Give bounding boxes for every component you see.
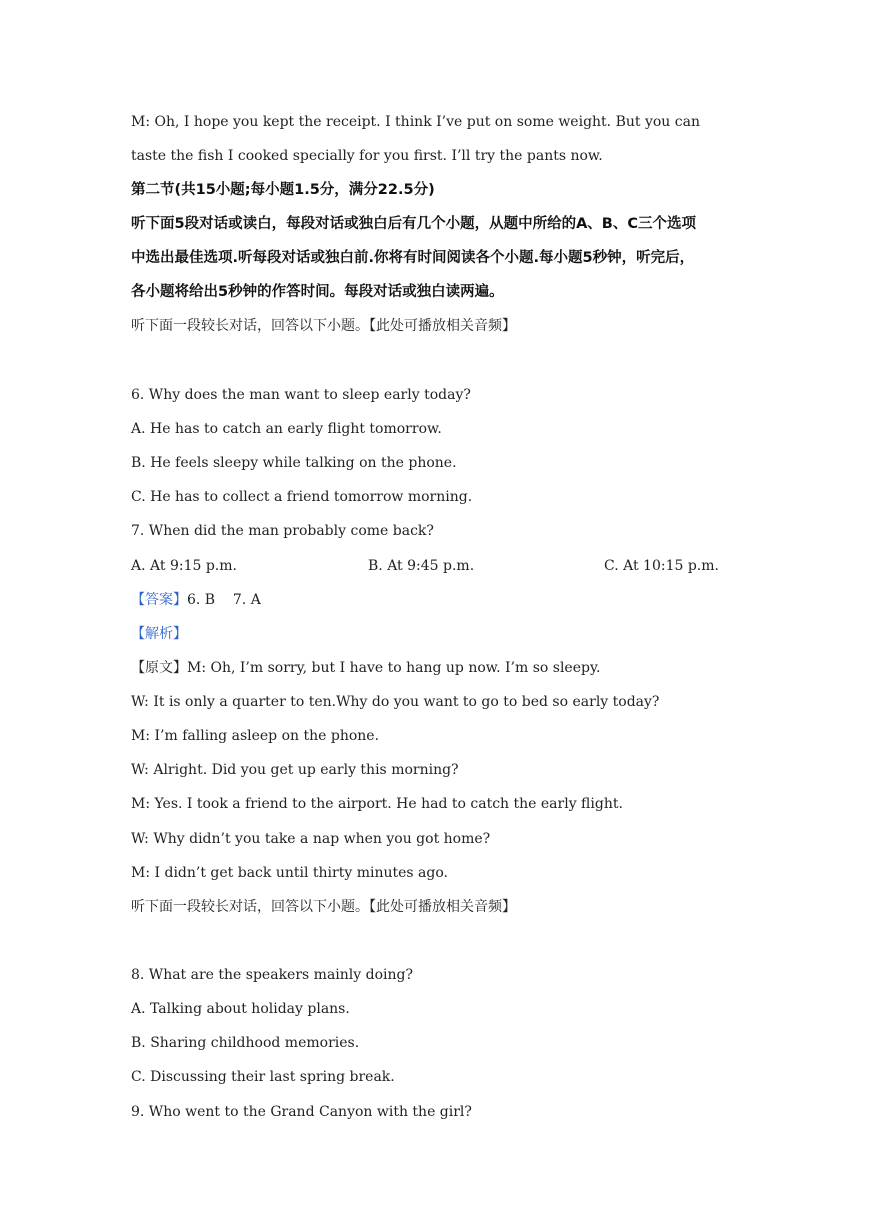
question: 9. Who went to the Grand Canyon with the girl? <box>131 1104 472 1120</box>
transcript-line <box>131 659 600 677</box>
transcript-line: W: Alright. Did you get up early this morning? <box>131 762 459 778</box>
dialogue-line: M: Oh, I hope you kept the receipt. I think I’ve put on some weight. But you can <box>131 114 700 130</box>
analysis-label: 【解析】 <box>131 626 187 642</box>
answer-label: 【答案】 <box>131 592 187 608</box>
original-text-label: 【原文】 <box>131 660 187 676</box>
question: 6. Why does the man want to sleep early today? <box>131 387 471 403</box>
option: C. He has to collect a friend tomorrow morning. <box>131 489 473 505</box>
option: B. At 9:45 p.m. <box>368 558 475 574</box>
section-title: 第二节(共15小题;每小题1.5分，满分22.5分) <box>131 182 435 198</box>
instruction-line: 听下面5段对话或读白，每段对话或独白后有几个小题，从题中所给的A、B、C三个选项 <box>131 216 697 232</box>
instruction-line: 中选出最佳选项.听每段对话或独白前.你将有时间阅读各个小题.每小题5秒钟，听完后， <box>131 250 695 266</box>
option: A. Talking about holiday plans. <box>131 1001 350 1017</box>
listen-prompt: 听下面一段较长对话，回答以下小题。【此处可播放相关音频】 <box>131 899 516 915</box>
question: 7. When did the man probably come back? <box>131 523 434 539</box>
transcript-line: W: Why didn’t you take a nap when you got home? <box>131 831 491 847</box>
transcript-line: M: Yes. I took a friend to the airport. He had to catch the early flight. <box>131 796 623 812</box>
dialogue-line: taste the fish I cooked specially for you first. I’ll try the pants now. <box>131 148 603 164</box>
option: C. Discussing their last spring break. <box>131 1069 395 1085</box>
listen-prompt: 听下面一段较长对话，回答以下小题。【此处可播放相关音频】 <box>131 318 516 334</box>
option: A. He has to catch an early flight tomorrow. <box>131 421 442 437</box>
transcript-line: W: It is only a quarter to ten.Why do you want to go to bed so early today? <box>131 694 660 710</box>
transcript-line: M: I didn’t get back until thirty minutes ago. <box>131 865 448 881</box>
option: B. Sharing childhood memories. <box>131 1035 360 1051</box>
option: B. He feels sleepy while talking on the phone. <box>131 455 457 471</box>
transcript-line: M: I’m falling asleep on the phone. <box>131 728 380 744</box>
answer-text: 6. B 7. A <box>187 592 261 608</box>
question: 8. What are the speakers mainly doing? <box>131 967 413 983</box>
option: A. At 9:15 p.m. <box>131 558 237 574</box>
transcript-text: M: Oh, I’m sorry, but I have to hang up now. I’m so sleepy. <box>187 660 601 676</box>
instruction-line: 各小题将给出5秒钟的作答时间。每段对话或独白读两遍。 <box>131 284 504 300</box>
option: C. At 10:15 p.m. <box>604 558 719 574</box>
answer-line <box>131 591 261 609</box>
